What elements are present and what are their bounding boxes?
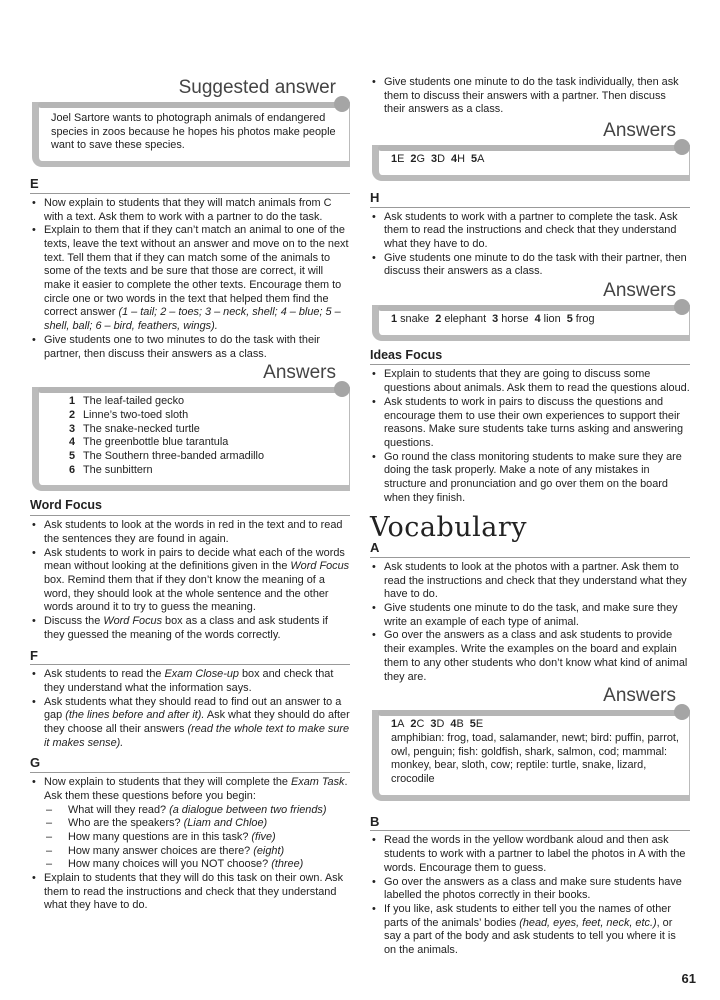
list-item: • Read the words in the yellow wordbank aloud and then ask students to work with a partner to label the photos in A with the words. Encourage them to guess. xyxy=(370,834,690,875)
section-g-continued xyxy=(370,76,690,117)
list-item: • Give students one minute to do the task individually, then ask them to discuss their answers with a partner. Then discuss their answers as a class. xyxy=(370,76,690,117)
section-g-list xyxy=(30,776,350,913)
section-h-answers-box xyxy=(370,281,690,341)
answers-title: Answers xyxy=(263,362,336,384)
section-g-answers-box xyxy=(370,121,690,181)
answers-body: 1 snake 2 elephant 3 horse 4 lion 5 frog xyxy=(372,305,690,341)
section-g-heading: G xyxy=(30,756,350,773)
section-e-list xyxy=(30,197,350,361)
section-a-answers-box xyxy=(370,686,690,801)
list-item: • Explain to students that they are going to discuss some questions about animals. Ask them to read the questions aloud. xyxy=(370,368,690,395)
question-item: – How many questions are in this task? (five) xyxy=(44,831,350,845)
answer-item: 5 The Southern three-banded armadillo xyxy=(69,450,265,463)
list-item: • If you like, ask students to either tell you the names of other parts of the animals’ bodies (head, eyes, feet, neck, etc.), or say a part of the body and ask students to tell you where it is on the animals. xyxy=(370,903,690,958)
answers-key: 1A 2C 3D 4B 5E xyxy=(391,718,484,731)
suggested-answer-box xyxy=(30,78,350,167)
page-number: 61 xyxy=(681,971,696,986)
left-column xyxy=(30,70,350,913)
list-item: • Ask students what they should read to find out an answer to a gap (the lines before and after it). Ask what they should do after they choose all their answers (read the whole text to make sure it makes sense). xyxy=(30,696,350,751)
section-a-list xyxy=(370,561,690,684)
list-item: • Give students one minute to do the task with their partner, then discuss their answers as a class. xyxy=(370,252,690,279)
question-item: – How many answer choices are there? (eight) xyxy=(44,845,350,859)
right-column xyxy=(370,76,690,958)
list-item: • Give students one to two minutes to do the task with their partner, then discuss their answers as a class. xyxy=(30,334,350,361)
question-list xyxy=(44,804,350,873)
list-item: • Ask students to work with a partner to complete the task. Ask them to read the instructions and check that they understand what they have to do. xyxy=(370,211,690,252)
word-focus-heading: Word Focus xyxy=(30,499,350,516)
question-item: – How many choices will you NOT choose? (three) xyxy=(44,858,350,872)
answers-text: amphibian: frog, toad, salamander, newt; bird: puffin, parrot, owl, penguin; fish: goldfish, shark, salmon, cod; mammal: monkey, bear, sloth, cow; reptile: turtle, snake, lizard, crocodile xyxy=(391,731,679,786)
answer-item: 3 The snake-necked turtle xyxy=(69,422,200,435)
section-f-list xyxy=(30,668,350,750)
list-item: • Explain to them that if they can’t match an animal to one of the texts, leave the text without an answer and move on to the next text. Tell them that if they can match some of the animals to some of the texts and be sure that those are correct, it will make it easier to complete the other texts. Encourage them to circle one or two words in the text that helped them find the correct answer (1 – tail; 2 – toes; 3 – neck, shell; 4 – blue; 5 – shell, ball; 6 – bird, feathers, wings). xyxy=(30,224,350,334)
section-h-list xyxy=(370,211,690,280)
list-item: • Ask students to work in pairs to discuss the questions and encourage them to use their own experiences to support their reasons. Make sure students take turns asking and answering questions. xyxy=(370,396,690,451)
suggested-answer-text: Joel Sartore wants to photograph animals of endangered species in zoos because he hopes his photos make people want to save these species. xyxy=(32,102,350,167)
section-e-heading: E xyxy=(30,177,350,194)
list-item: • Explain to students that they will do this task on their own. Ask them to read the instructions and check that they understand what they have to do. xyxy=(30,872,350,913)
list-item: • Discuss the Word Focus box as a class and ask students if they guessed the meaning of the words correctly. xyxy=(30,615,350,642)
list-item: • Go over the answers as a class and ask students to provide their examples. Write the examples on the board and explain them to any other students who don’t know what kind of animal they are. xyxy=(370,629,690,684)
list-item: • Ask students to look at the words in red in the text and to read the sentences they are found in again. xyxy=(30,519,350,546)
bullet-dot-icon xyxy=(334,96,350,112)
answer-item: 6 The sunbittern xyxy=(69,463,153,476)
answers-title: Answers xyxy=(603,280,676,302)
answer-item: 1 The leaf-tailed gecko xyxy=(69,395,185,408)
section-b-heading: B xyxy=(370,815,690,832)
answers-body: 1E 2G 3D 4H 5A xyxy=(372,145,690,181)
section-a-heading: A xyxy=(370,541,690,558)
list-item: • Now explain to students that they will match animals from C with a text. Ask them to work with a partner to do the task. xyxy=(30,197,350,224)
list-item: • Give students one minute to do the task, and make sure they write an example of each type of animal. xyxy=(370,602,690,629)
list-item: • Ask students to read the Exam Close-up box and check that they understand what the information says. xyxy=(30,668,350,695)
box-title-bar xyxy=(378,145,682,151)
section-h-heading: H xyxy=(370,191,690,208)
answers-body xyxy=(372,710,690,801)
word-focus-list xyxy=(30,519,350,642)
box-title-bar xyxy=(38,387,342,393)
ideas-focus-list xyxy=(370,368,690,505)
list-item: • Ask students to look at the photos with a partner. Ask them to read the instructions and check that they understand what they have to do. xyxy=(370,561,690,602)
box-title-bar xyxy=(378,305,682,311)
answers-list xyxy=(69,395,339,477)
question-item: – Who are the speakers? (Liam and Chloe) xyxy=(44,817,350,831)
answer-item: 2 Linne’s two-toed sloth xyxy=(69,408,189,421)
list-item: • Go over the answers as a class and make sure students have labelled the photos correctly in their books. xyxy=(370,876,690,903)
answers-body xyxy=(32,387,350,491)
ideas-focus-heading: Ideas Focus xyxy=(370,349,690,366)
suggested-answer-title: Suggested answer xyxy=(178,77,336,98)
list-item: • Now explain to students that they will complete the Exam Task. Ask them these questions before you begin: – What will they read? (a dialogue between two friends) – Who are the speakers? (Liam and Chloe) – How many questions are in this task? (five) – How many answer choices are there? (eight) – How many choices will you NOT choose? (three) xyxy=(30,776,350,872)
answer-item: 4 The greenbottle blue tarantula xyxy=(69,436,229,449)
vocabulary-title: Vocabulary xyxy=(370,512,528,544)
section-e-answers-box xyxy=(30,363,350,491)
section-f-heading: F xyxy=(30,649,350,666)
section-b-list xyxy=(370,834,690,957)
question-item: – What will they read? (a dialogue between two friends) xyxy=(44,804,350,818)
bullet-dot-icon xyxy=(674,299,690,315)
box-title-bar xyxy=(378,710,682,716)
answers-title: Answers xyxy=(603,685,676,707)
bullet-dot-icon xyxy=(674,139,690,155)
answers-title: Answers xyxy=(603,120,676,142)
box-title-bar xyxy=(38,102,342,108)
list-item: • Ask students to work in pairs to decide what each of the words mean without looking at the definitions given in the Word Focus box. Remind them that if they don’t know the meaning of a word, they should look at the whole sentence and the other words around it to try to guess the meaning. xyxy=(30,547,350,616)
list-item: • Go round the class monitoring students to make sure they are doing the task properly. Make a note of any mistakes in structure and pronunciation and go over them on the board when they finish. xyxy=(370,451,690,506)
